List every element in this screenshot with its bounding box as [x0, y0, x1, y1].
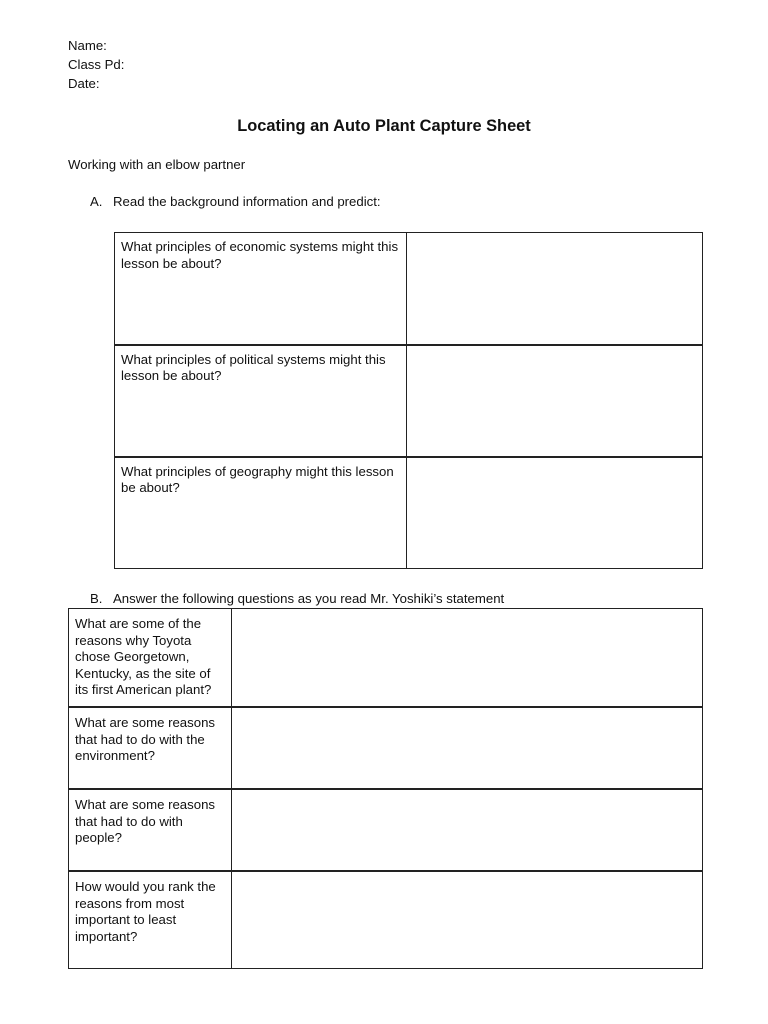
intro-text: Working with an elbow partner [68, 157, 246, 172]
statement-questions-table [68, 608, 703, 969]
political-systems-question: What principles of political systems might this lesson be about? [115, 345, 407, 457]
table-row [115, 457, 703, 569]
site-reasons-answer-cell[interactable] [232, 609, 703, 708]
section-a-heading [90, 193, 490, 211]
date-label: Date: [68, 76, 100, 91]
table-row [115, 233, 703, 345]
section-a-heading-text: Read the background information and predict: [113, 194, 381, 209]
environment-reasons-question: What are some reasons that had to do with the environment? [69, 707, 232, 789]
people-reasons-question: What are some reasons that had to do with people? [69, 789, 232, 871]
document-title: Locating an Auto Plant Capture Sheet [237, 117, 531, 135]
people-reasons-answer-cell[interactable] [232, 789, 703, 871]
site-reasons-question: What are some of the reasons why Toyota chose Georgetown, Kentucky, as the site of its first American plant? [69, 609, 232, 708]
economic-systems-answer-cell[interactable] [407, 233, 703, 345]
geography-question: What principles of geography might this lesson be about? [115, 457, 407, 569]
economic-systems-question: What principles of economic systems might this lesson be about? [115, 233, 407, 345]
table-row [115, 345, 703, 457]
table-row [69, 871, 703, 969]
table-row [69, 789, 703, 871]
geography-answer-cell[interactable] [407, 457, 703, 569]
rank-reasons-answer-cell[interactable] [232, 871, 703, 969]
prediction-table [114, 232, 703, 569]
section-b-letter: B. [90, 591, 103, 606]
table-row [69, 707, 703, 789]
section-b-heading [90, 590, 590, 608]
name-label: Name: [68, 38, 107, 53]
rank-reasons-question: How would you rank the reasons from most important to least important? [69, 871, 232, 969]
section-b-heading-text: Answer the following questions as you read Mr. Yoshiki’s statement [113, 591, 505, 606]
class-period-label: Class Pd: [68, 57, 125, 72]
political-systems-answer-cell[interactable] [407, 345, 703, 457]
environment-reasons-answer-cell[interactable] [232, 707, 703, 789]
section-a-letter: A. [90, 194, 103, 209]
table-row [69, 609, 703, 708]
